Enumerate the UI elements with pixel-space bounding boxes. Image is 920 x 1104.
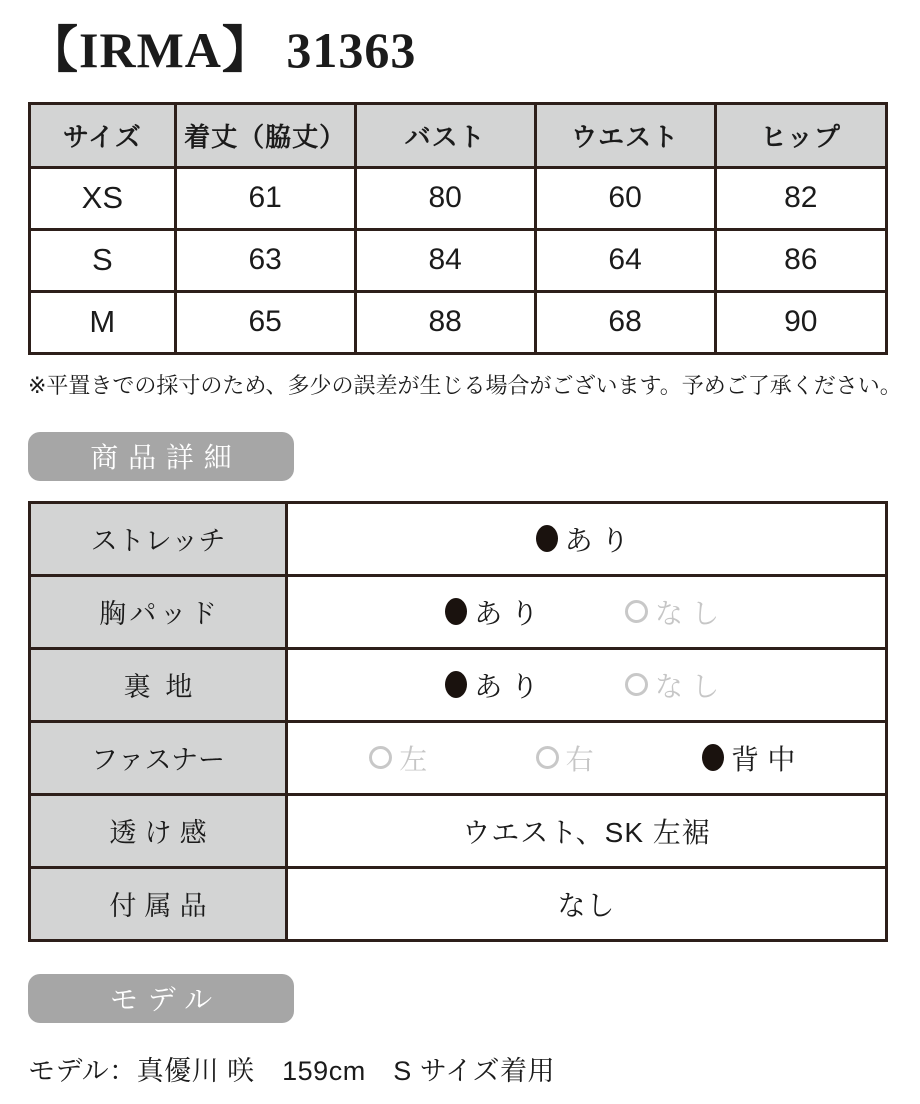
size-value-cell: 90 — [715, 291, 886, 353]
size-value-cell: 61 — [175, 167, 355, 229]
details-row-label: 透け感 — [30, 794, 287, 867]
option-label: 背中 — [731, 743, 804, 775]
radio-selected-icon — [445, 671, 467, 698]
option-unselected — [625, 665, 728, 705]
size-value-cell: 64 — [535, 229, 715, 291]
section-header-label: モデル — [109, 984, 222, 1015]
option-selected — [536, 519, 638, 559]
option-label: あり — [474, 670, 547, 702]
radio-selected-icon — [445, 598, 467, 625]
size-value-cell: 88 — [355, 291, 535, 353]
size-table-header-length: 着丈（脇丈） — [175, 103, 355, 167]
details-row-accessories — [30, 867, 887, 940]
size-value-cell: 80 — [355, 167, 535, 229]
option-selected — [445, 592, 547, 632]
size-value-cell: 82 — [715, 167, 886, 229]
details-row-fastener — [30, 721, 887, 794]
section-header-product-details — [28, 432, 294, 481]
model-info: モデル：真優川 咲 159cm S サイズ着用 — [28, 1055, 556, 1086]
option-label: あり — [474, 597, 547, 629]
details-row-value: なし — [287, 867, 887, 940]
size-table — [28, 102, 888, 355]
details-row-value: ウエスト、SK 左裾 — [287, 794, 887, 867]
section-header-model — [28, 974, 294, 1023]
details-row-label: 付属品 — [30, 867, 287, 940]
page-title: 【IRMA】 31363 — [28, 22, 417, 78]
radio-unselected-icon — [369, 746, 392, 769]
option-group — [288, 519, 885, 559]
size-table-header-bust: バスト — [355, 103, 535, 167]
details-row-label: 裏地 — [30, 648, 287, 721]
radio-unselected-icon — [536, 746, 559, 769]
option-label: 右 — [565, 743, 602, 775]
option-unselected — [625, 592, 728, 632]
size-name-cell: M — [30, 291, 176, 353]
size-table-header-hip: ヒップ — [715, 103, 886, 167]
option-group — [288, 738, 885, 778]
option-selected — [445, 665, 547, 705]
details-row-label: ファスナー — [30, 721, 287, 794]
option-label: なし — [655, 670, 728, 702]
option-group — [288, 665, 885, 705]
size-table-row-m — [30, 291, 887, 353]
size-table-header-waist: ウエスト — [535, 103, 715, 167]
radio-unselected-icon — [625, 673, 648, 696]
size-value-cell: 60 — [535, 167, 715, 229]
details-row-label: ストレッチ — [30, 502, 287, 575]
size-value-cell: 84 — [355, 229, 535, 291]
details-row-sheerness — [30, 794, 887, 867]
option-label: あり — [564, 524, 638, 556]
option-label: なし — [655, 597, 728, 629]
measurement-note: ※平置きでの採寸のため、多少の誤差が生じる場合がございます。予めご了承ください。 — [28, 372, 902, 398]
option-group — [288, 592, 885, 632]
section-header-label: 商品詳細 — [90, 442, 242, 473]
option-unselected — [369, 738, 435, 778]
details-row-stretch — [30, 502, 887, 575]
option-selected — [702, 738, 804, 778]
size-value-cell: 68 — [535, 291, 715, 353]
size-name-cell: XS — [30, 167, 176, 229]
details-table — [28, 501, 888, 942]
size-value-cell: 86 — [715, 229, 886, 291]
details-row-chest-pad — [30, 575, 887, 648]
radio-unselected-icon — [625, 600, 648, 623]
size-table-row-s — [30, 229, 887, 291]
size-table-header-row — [30, 103, 887, 167]
size-table-row-xs — [30, 167, 887, 229]
radio-selected-icon — [536, 525, 558, 552]
details-row-lining — [30, 648, 887, 721]
option-unselected — [536, 738, 602, 778]
option-label: 左 — [399, 743, 436, 775]
details-row-label: 胸パッド — [30, 575, 287, 648]
size-table-header-size: サイズ — [30, 103, 176, 167]
size-name-cell: S — [30, 229, 176, 291]
size-value-cell: 65 — [175, 291, 355, 353]
size-value-cell: 63 — [175, 229, 355, 291]
radio-selected-icon — [702, 744, 724, 771]
